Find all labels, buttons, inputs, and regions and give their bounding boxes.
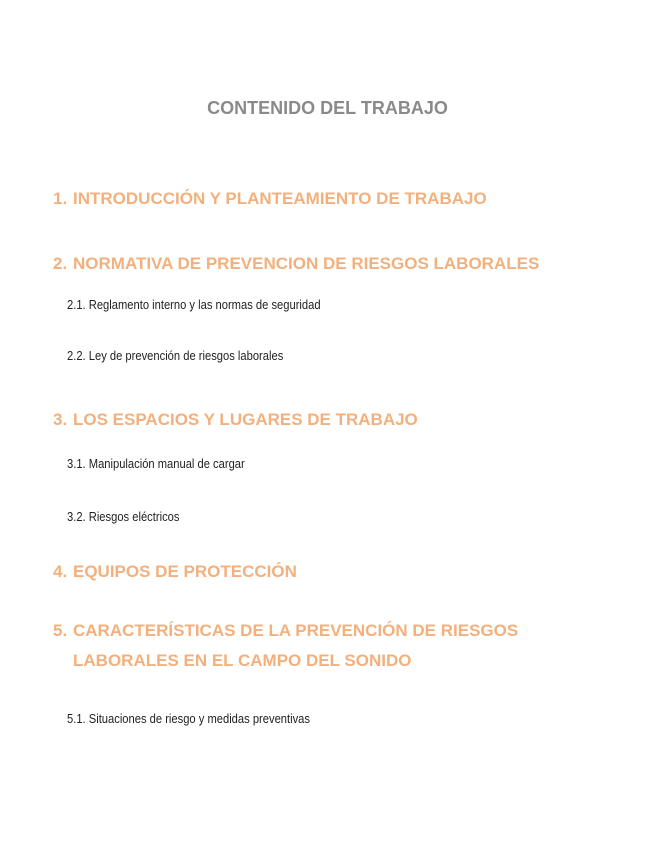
subsection-2-2: 2.2. Ley de prevención de riesgos laborales — [67, 348, 284, 363]
section-label: NORMATIVA DE PREVENCION DE RIESGOS LABORALES — [73, 254, 540, 273]
section-number: 1. — [53, 189, 68, 208]
section-label-continued: LABORALES EN EL CAMPO DEL SONIDO — [73, 651, 412, 670]
section-heading-2 — [53, 254, 539, 274]
section-label: CARACTERÍSTICAS DE LA PREVENCIÓN DE RIESGOS — [73, 621, 519, 640]
subsection-3-1: 3.1. Manipulación manual de cargar — [67, 456, 245, 471]
section-number: 5. — [53, 621, 68, 640]
subsection-2-1: 2.1. Reglamento interno y las normas de seguridad — [67, 297, 321, 312]
page-title: CONTENIDO DEL TRABAJO — [207, 98, 448, 118]
section-number: 4. — [53, 562, 68, 581]
section-heading-4 — [53, 562, 297, 582]
section-number: 3. — [53, 410, 68, 429]
section-label: EQUIPOS DE PROTECCIÓN — [73, 562, 297, 581]
section-number: 2. — [53, 254, 68, 273]
section-label: INTRODUCCIÓN Y PLANTEAMIENTO DE TRABAJO — [73, 189, 487, 208]
subsection-3-2: 3.2. Riesgos eléctricos — [67, 509, 180, 524]
subsection-5-1: 5.1. Situaciones de riesgo y medidas preventivas — [67, 711, 310, 726]
section-heading-1 — [53, 189, 487, 209]
section-label: LOS ESPACIOS Y LUGARES DE TRABAJO — [73, 410, 418, 429]
section-heading-5 — [53, 621, 518, 671]
section-heading-3 — [53, 410, 418, 430]
